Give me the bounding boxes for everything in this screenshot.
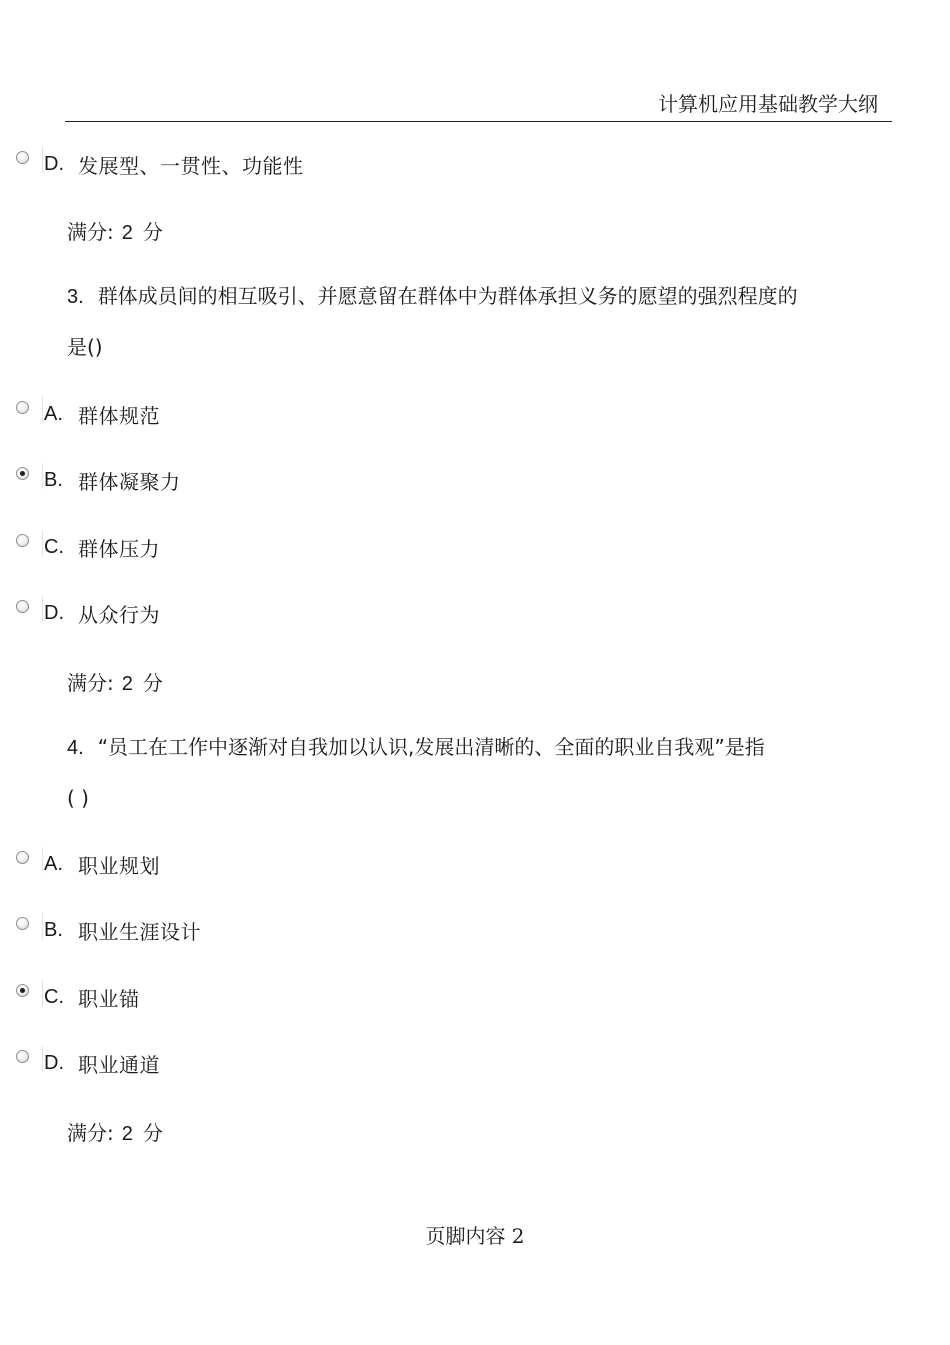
option-text: 群体压力 bbox=[78, 536, 160, 561]
question-line-2: 是() bbox=[67, 335, 103, 359]
score-label: 满分: bbox=[67, 671, 114, 695]
option-letter: A. bbox=[44, 402, 63, 425]
question-stem: “员工在工作中逐渐对自我加以认识,发展出清晰的、全面的职业自我观”是指 bbox=[97, 735, 765, 759]
q3-option-c[interactable] bbox=[14, 534, 160, 560]
q2-score bbox=[67, 216, 163, 245]
question-number: 3. bbox=[67, 286, 84, 308]
score-label: 满分: bbox=[67, 1121, 114, 1145]
q4-score bbox=[67, 1117, 163, 1146]
q3-option-b[interactable] bbox=[14, 467, 181, 493]
q4-option-a[interactable] bbox=[14, 851, 160, 877]
radio-button-selected[interactable] bbox=[16, 984, 29, 997]
option-text: 职业锚 bbox=[78, 986, 140, 1011]
q4-option-b[interactable] bbox=[14, 917, 201, 943]
score-value: 2 bbox=[121, 222, 133, 244]
radio-button[interactable] bbox=[16, 851, 29, 864]
radio-button[interactable] bbox=[16, 151, 29, 164]
option-text: 群体规范 bbox=[78, 403, 160, 428]
question-line-2: ( ) bbox=[67, 786, 89, 810]
radio-button[interactable] bbox=[16, 534, 29, 547]
radio-button-selected[interactable] bbox=[16, 467, 29, 480]
option-letter: C. bbox=[44, 985, 64, 1008]
q4-text bbox=[67, 722, 847, 823]
q3-text bbox=[67, 271, 847, 372]
option-text: 职业规划 bbox=[78, 853, 160, 878]
radio-button[interactable] bbox=[16, 1050, 29, 1063]
q4-option-c[interactable] bbox=[14, 984, 140, 1010]
page-header-title: 计算机应用基础教学大纲 bbox=[658, 92, 878, 116]
option-letter: B. bbox=[44, 468, 63, 491]
q3-option-a[interactable] bbox=[14, 401, 160, 427]
option-text: 职业生涯设计 bbox=[78, 919, 201, 944]
question-line-1 bbox=[67, 271, 847, 322]
radio-button[interactable] bbox=[16, 600, 29, 613]
score-unit: 分 bbox=[142, 1121, 163, 1145]
header-divider bbox=[65, 121, 892, 122]
option-letter: A. bbox=[44, 852, 63, 875]
option-text: 职业通道 bbox=[78, 1052, 160, 1077]
q3-score bbox=[67, 667, 163, 696]
q2-option-d[interactable] bbox=[14, 151, 304, 177]
q3-option-d[interactable] bbox=[14, 600, 160, 626]
question-line-1 bbox=[67, 722, 847, 773]
score-value: 2 bbox=[121, 1123, 133, 1145]
score-label: 满分: bbox=[67, 220, 114, 244]
option-letter: C. bbox=[44, 535, 64, 558]
score-value: 2 bbox=[121, 673, 133, 695]
q4-option-d[interactable] bbox=[14, 1050, 160, 1076]
option-text: 发展型、一贯性、功能性 bbox=[78, 153, 304, 178]
option-letter: D. bbox=[44, 1051, 64, 1074]
radio-button[interactable] bbox=[16, 917, 29, 930]
radio-button[interactable] bbox=[16, 401, 29, 414]
option-text: 群体凝聚力 bbox=[78, 469, 181, 494]
score-unit: 分 bbox=[142, 671, 163, 695]
question-number: 4. bbox=[67, 737, 84, 759]
question-stem: 群体成员间的相互吸引、并愿意留在群体中为群体承担义务的愿望的强烈程度的 bbox=[97, 284, 798, 308]
option-letter: D. bbox=[44, 152, 64, 175]
option-letter: B. bbox=[44, 918, 63, 941]
option-text: 从众行为 bbox=[78, 602, 160, 627]
option-letter: D. bbox=[44, 601, 64, 624]
page-footer: 页脚内容 2 bbox=[425, 1224, 525, 1248]
score-unit: 分 bbox=[142, 220, 163, 244]
